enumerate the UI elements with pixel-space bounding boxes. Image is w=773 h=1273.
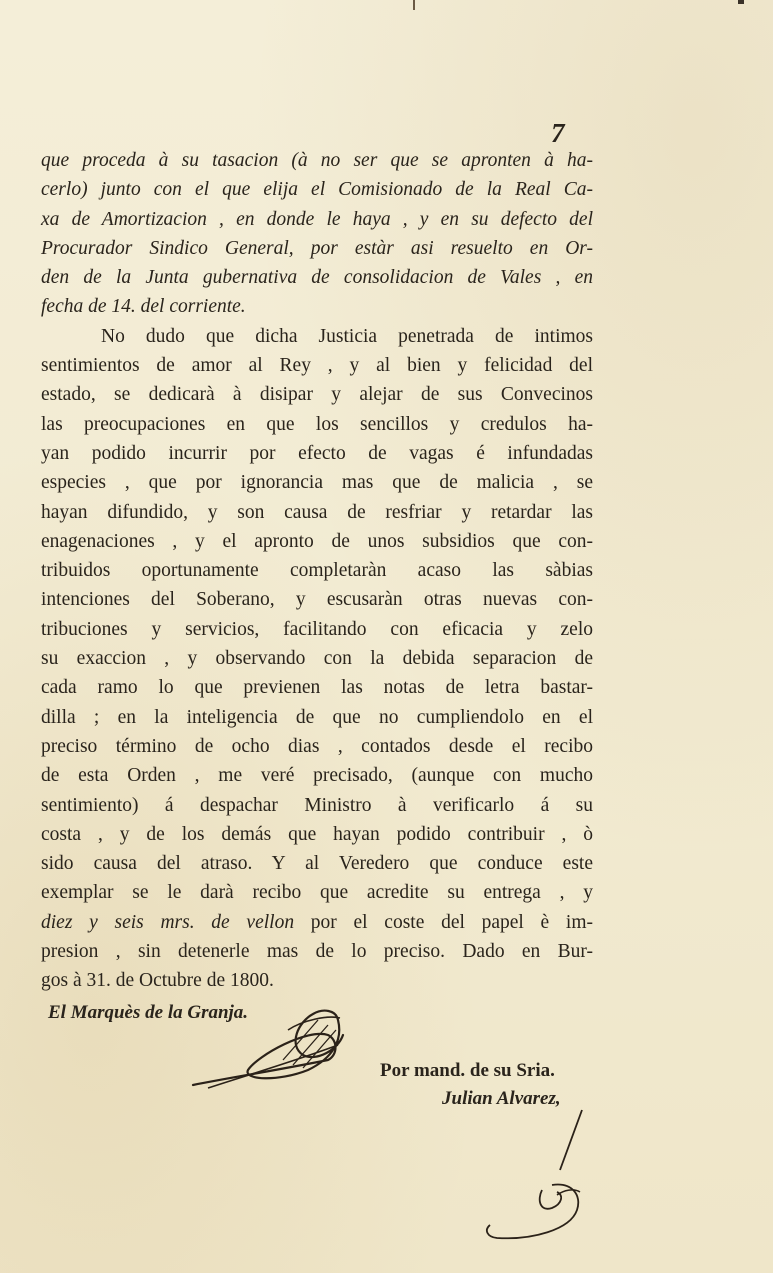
text-line: Procurador Sindico General, por estàr asi resuelto en Or- [41,237,593,259]
text-line: que proceda à su tasacion (à no ser que se apronten à ha- [41,150,593,171]
text-line: preciso término de ocho dias , contados desde el recibo [41,735,593,757]
text-line: enagenaciones , y el apronto de unos subsidios que con- [41,530,593,552]
text-line: gos à 31. de Octubre de 1800. [41,970,274,992]
text-line: sido causa del atraso. Y al Veredero que conduce este [41,853,593,875]
paper-edge-mark [413,0,415,10]
text-line: las preocupaciones en que los sencillos y credulos ha- [41,413,593,435]
signature-rubric-left [188,1000,348,1095]
document-body [41,146,593,996]
roman-phrase: por el coste del papel è im- [294,911,593,933]
text-line: especies , que por ignorancia mas que de malicia , se [41,472,593,494]
text-line: de esta Orden , me veré precisado, (aunque con mucho [41,765,593,787]
text-line: su exaccion , y observando con la debida separacion de [41,648,593,670]
text-line: tribuidos oportunamente completaràn acaso las sàbias [41,560,593,582]
text-line: hayan difundido, y son causa de resfriar y retardar las [41,501,593,523]
text-line-mixed [41,908,593,937]
text-line: tribuciones y servicios, facilitando con eficacia y zelo [41,618,593,640]
text-line: dilla ; en la inteligencia de que no cumpliendolo en el [41,706,593,728]
text-line: den de la Junta gubernativa de consolidacion de Vales , en [41,267,593,289]
paper-corner-mark [738,0,744,4]
signer-name: El Marquès de la Granja. [48,1002,249,1023]
secretary-name: Julian Alvarez, [442,1088,561,1109]
text-line: cerlo) junto con el que elija el Comisionado de la Real Ca- [41,179,593,201]
mandate-line: Por mand. de su Sria. [380,1060,555,1081]
text-line: presion , sin detenerle mas de lo preciso. Dado en Bur- [41,941,593,963]
text-line: costa , y de los demás que hayan podido contribuir , ò [41,823,593,845]
text-line: No dudo que dicha Justicia penetrada de intimos [101,325,593,347]
text-line: fecha de 14. del corriente. [41,296,246,318]
text-line: exemplar se le darà recibo que acredite su entrega , y [41,882,593,904]
page-number: 7 [551,118,565,148]
signature-rubric-right [482,1100,602,1260]
italic-phrase: diez y seis mrs. de vellon [41,911,295,933]
text-line: yan podido incurrir por efecto de vagas é infundadas [41,442,593,464]
text-line: sentimientos de amor al Rey , y al bien y felicidad del [41,355,593,377]
text-line: cada ramo lo que previenen las notas de letra bastar- [41,677,593,699]
text-line: intenciones del Soberano, y escusaràn otras nuevas con- [41,589,593,611]
text-line: xa de Amortizacion , en donde le haya , y en su defecto del [41,208,593,230]
text-line: estado, se dedicarà à disipar y alejar de sus Convecinos [41,384,593,406]
text-line: sentimiento) á despachar Ministro à verificarlo á su [41,794,593,816]
